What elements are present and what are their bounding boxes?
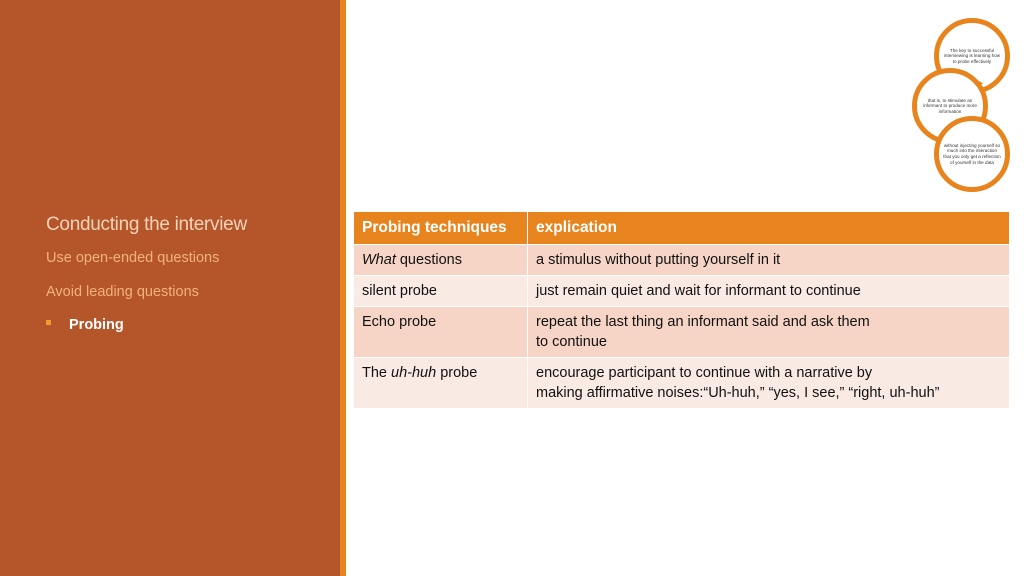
explication-line: just remain quiet and wait for informant to continue xyxy=(536,283,861,299)
explication-cell xyxy=(528,358,1010,409)
table-row xyxy=(354,307,1010,358)
bullet-avoid-leading: Avoid leading questions xyxy=(46,284,199,300)
technique-emphasis: What xyxy=(362,252,396,268)
header-explication: explication xyxy=(528,212,1010,245)
square-bullet-icon xyxy=(46,320,51,325)
technique-emphasis: uh-huh xyxy=(391,365,437,381)
bullet-open-ended: Use open-ended questions xyxy=(46,250,220,266)
explication-line: to continue xyxy=(536,334,607,350)
probing-techniques-table xyxy=(353,211,1010,409)
explication-cell xyxy=(528,307,1010,358)
technique-text: questions xyxy=(395,252,462,268)
explication-line: making affirmative noises:“Uh-huh,” “yes, I see,” “right, uh-huh” xyxy=(536,385,940,401)
technique-text: probe xyxy=(436,365,478,381)
explication-line: repeat the last thing an informant said and ask them xyxy=(536,314,870,330)
explication-cell xyxy=(528,245,1010,276)
technique-text: Echo probe xyxy=(362,314,437,330)
sub-bullet-label: Probing xyxy=(69,317,124,333)
cycle-step-1-text: The key to successful interviewing is learning how to probe effectively xyxy=(943,47,1001,64)
accent-stripe xyxy=(340,0,346,576)
slide-title: Conducting the interview xyxy=(46,214,247,235)
cycle-step-3-text: without injecting yourself so much into the interaction that you only get a reflection of yourself in the data xyxy=(943,142,1001,165)
table-header-row xyxy=(354,212,1010,245)
header-probing-techniques: Probing techniques xyxy=(354,212,528,245)
explication-line: encourage participant to continue with a narrative by xyxy=(536,365,873,381)
technique-cell xyxy=(354,358,528,409)
probing-cycle-diagram xyxy=(912,18,1012,188)
technique-cell xyxy=(354,307,528,358)
cycle-step-3 xyxy=(934,116,1010,192)
table-row xyxy=(354,245,1010,276)
technique-text: silent probe xyxy=(362,283,437,299)
technique-cell xyxy=(354,276,528,307)
explication-cell xyxy=(528,276,1010,307)
technique-prefix: The xyxy=(362,365,392,381)
table-row xyxy=(354,276,1010,307)
sub-bullet-probing xyxy=(46,317,124,333)
explication-line: a stimulus without putting yourself in it xyxy=(536,252,781,268)
technique-cell xyxy=(354,245,528,276)
table-row xyxy=(354,358,1010,409)
cycle-step-2-text: that is, to stimulate an informant to produce more information xyxy=(923,97,977,114)
